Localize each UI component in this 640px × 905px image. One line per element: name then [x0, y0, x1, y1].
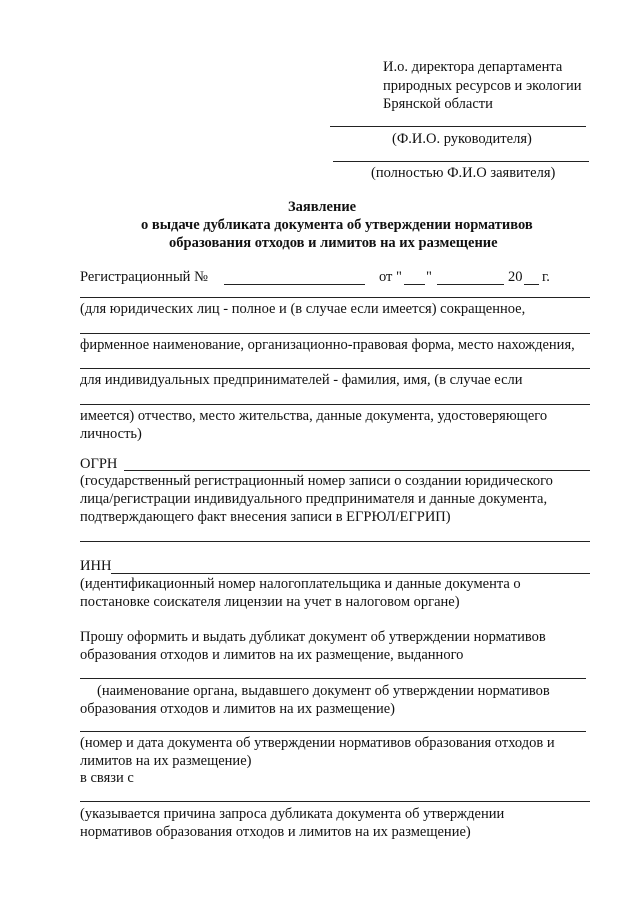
- doc-number-caption-1: (номер и дата документа об утверждении нормативов образования отходов и: [80, 735, 555, 751]
- document-subtitle-line2: образования отходов и лимитов на их размещение: [169, 235, 498, 251]
- organ-caption-1: (наименование органа, выдавшего документ об утверждении нормативов: [97, 683, 550, 699]
- applicant-caption-2: фирменное наименование, организационно-правовая форма, место нахождения,: [80, 337, 575, 353]
- applicant-blank-1[interactable]: [80, 297, 590, 298]
- head-name-blank[interactable]: [330, 126, 586, 127]
- applicant-blank-3[interactable]: [80, 368, 590, 369]
- ogrn-desc-2: лица/регистрации индивидуального предпринимателя и данные документа,: [80, 491, 548, 507]
- ogrn-desc-1: (государственный регистрационный номер записи о создании юридического: [80, 473, 553, 489]
- inn-desc-2: постановке соискателя лицензии на учет в налоговом органе): [80, 594, 460, 610]
- ogrn-desc-3: подтверждающего факт внесения записи в ЕГРЮЛ/ЕГРИП): [80, 509, 451, 525]
- applicant-caption-1: (для юридических лиц - полное и (в случае если имеется) сокращенное,: [80, 301, 526, 317]
- organ-blank[interactable]: [80, 678, 586, 679]
- reason-caption-2: нормативов образования отходов и лимитов на их размещение): [80, 824, 471, 840]
- doc-number-blank[interactable]: [80, 731, 586, 732]
- inn-blank[interactable]: [111, 573, 590, 574]
- addressee-line2: природных ресурсов и экологии: [383, 78, 582, 94]
- reason-caption-1: (указывается причина запроса дубликата документа об утверждении: [80, 806, 505, 822]
- applicant-caption-3: для индивидуальных предпринимателей - фамилия, имя, (в случае если: [80, 372, 523, 388]
- inn-label: ИНН: [80, 558, 112, 574]
- registration-number-blank[interactable]: [224, 284, 365, 285]
- ogrn-label: ОГРН: [80, 456, 118, 472]
- applicant-blank-2[interactable]: [80, 333, 590, 334]
- ogrn-extra-blank[interactable]: [80, 541, 590, 542]
- in-connection-label: в связи с: [80, 770, 134, 786]
- addressee-line3: Брянской области: [383, 96, 493, 112]
- registration-year-blank[interactable]: [524, 284, 539, 285]
- request-text-2: образования отходов и лимитов на их размещение, выданного: [80, 647, 464, 663]
- registration-month-blank[interactable]: [437, 284, 504, 285]
- doc-number-caption-2: лимитов на их размещение): [80, 753, 252, 769]
- head-name-caption: (Ф.И.О. руководителя): [392, 131, 532, 147]
- applicant-caption-4: имеется) отчество, место жительства, данные документа, удостоверяющего: [80, 408, 548, 424]
- applicant-caption-5: личность): [80, 426, 142, 442]
- document-title: Заявление: [288, 199, 357, 215]
- organ-caption-2: образования отходов и лимитов на их размещение): [80, 701, 395, 717]
- applicant-name-caption: (полностью Ф.И.О заявителя): [371, 165, 556, 181]
- registration-from-label: от ": [379, 269, 402, 285]
- request-text-1: Прошу оформить и выдать дубликат документ об утверждении нормативов: [80, 629, 546, 645]
- addressee-line1: И.о. директора департамента: [383, 59, 563, 75]
- registration-label: Регистрационный №: [80, 269, 208, 285]
- ogrn-blank[interactable]: [124, 470, 590, 471]
- inn-desc-1: (идентификационный номер налогоплательщика и данные документа о: [80, 576, 521, 592]
- registration-quote-close: ": [426, 269, 432, 285]
- registration-year-prefix: 20: [508, 269, 523, 285]
- registration-day-blank[interactable]: [404, 284, 425, 285]
- registration-year-suffix: г.: [542, 269, 550, 285]
- reason-blank[interactable]: [80, 801, 590, 802]
- applicant-blank-4[interactable]: [80, 404, 590, 405]
- document-subtitle-line1: о выдаче дубликата документа об утверждении нормативов: [141, 217, 533, 233]
- applicant-name-blank[interactable]: [333, 161, 589, 162]
